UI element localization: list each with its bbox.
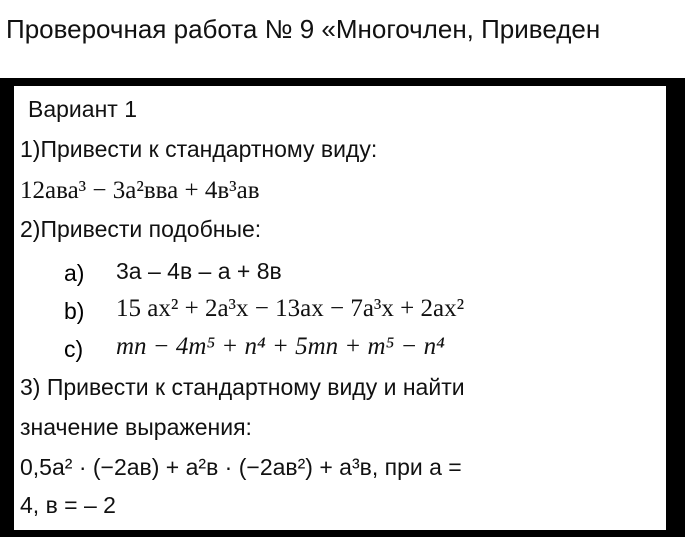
task3-prompt-line1: 3) Привести к стандартному виду и найти [20,374,465,400]
task1-prompt: 1)Привести к стандартному виду: [20,136,378,162]
task3-expression-line2: 4, в = – 2 [20,492,116,518]
task2-item-expression: 3а – 4в – а + 8в [116,258,282,284]
task2-prompt: 2)Привести подобные: [20,216,262,242]
task3-expression-line1: 0,5а² · (−2ав) + а²в · (−2ав²) + а³в, при а = [20,454,462,480]
task3-prompt-line2: значение выражения: [20,414,252,440]
worksheet-title-strip [0,0,685,81]
task2-item-marker: b) [64,298,85,324]
task2-item-marker: а) [64,260,85,286]
variant-label: Вариант 1 [28,96,137,122]
task2-item-expression: 15 ax² + 2a³x − 13ax − 7a³x + 2ax² [116,295,465,322]
task2-item-marker: c) [64,336,84,362]
task2-item-expression: mn − 4m⁵ + n⁴ + 5mn + m⁵ − n⁴ [116,333,445,360]
task1-expression: 12ава³ − 3а²вва + 4в³ав [20,177,260,204]
worksheet-title: Проверочная работа № 9 «Многочлен, Приведен [6,14,601,44]
task-card [12,84,668,532]
